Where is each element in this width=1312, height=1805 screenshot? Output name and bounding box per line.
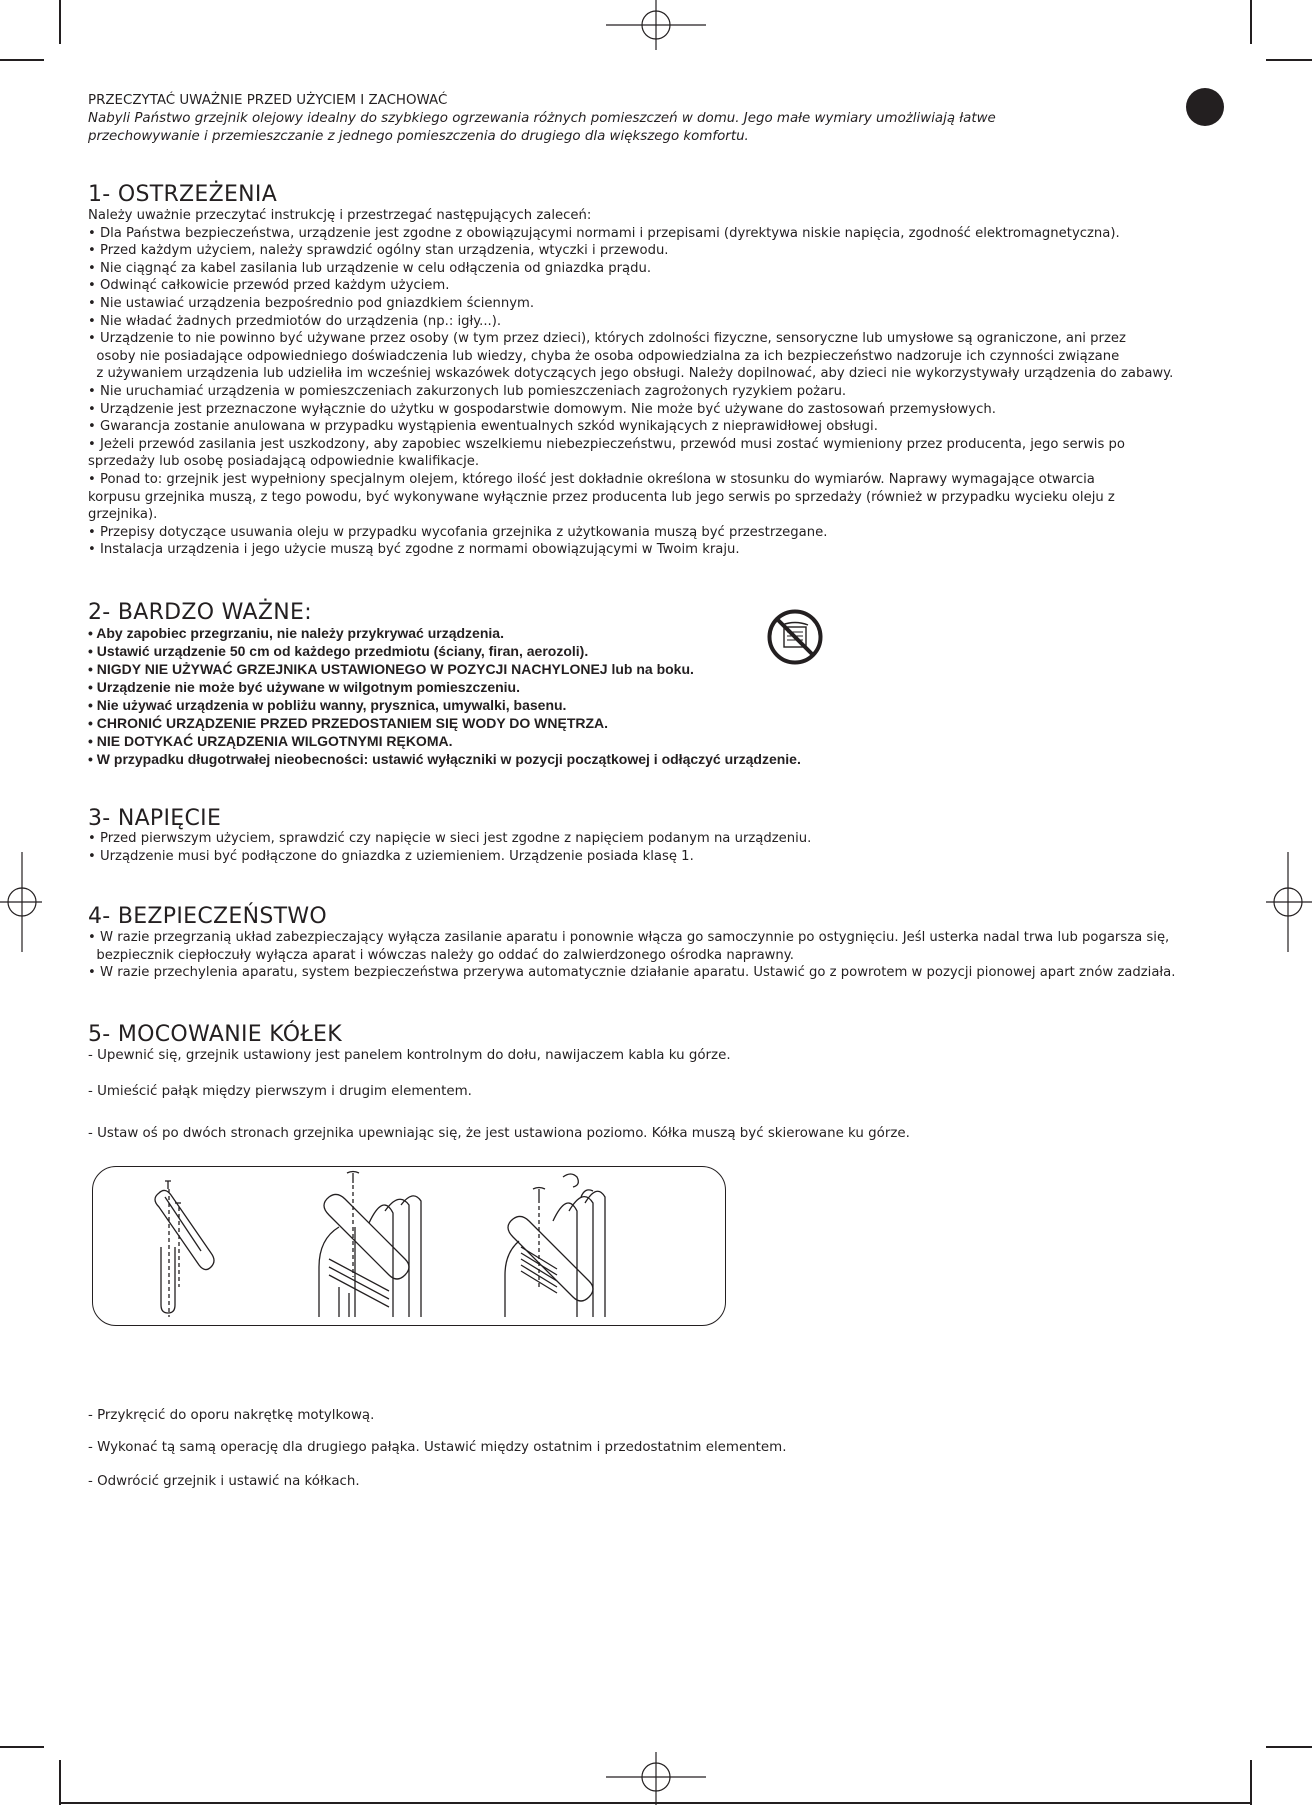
section-title: 2- BARDZO WAŻNE:: [88, 600, 312, 625]
list-item: • Urządzenie musi być podłączone do gniazdka z uziemieniem. Urządzenie posiada klasę 1.: [88, 848, 694, 864]
crop-mark: [0, 1746, 44, 1748]
wheel-assembly-figure: [92, 1166, 726, 1326]
crop-mark: [1266, 59, 1312, 61]
important-list: [88, 624, 801, 768]
list-item: grzejnika).: [88, 507, 158, 523]
voltage-list: [88, 830, 811, 865]
intro-line: przechowywanie i przemieszczanie z jednego pomieszczenia do drugiego dla większego komfortu.: [88, 129, 749, 144]
crop-mark: [59, 1760, 61, 1805]
section-title: 1- OSTRZEŻENIA: [88, 182, 278, 207]
crop-mark: [1250, 0, 1252, 44]
registration-mark-icon: [606, 1752, 706, 1805]
list-item: • Ustawić urządzenie 50 cm od każdego przedmiotu (ściany, firan, aerozoli).: [88, 643, 589, 659]
list-item: • Aby zapobiec przegrzaniu, nie należy przykrywać urządzenia.: [88, 625, 504, 641]
section-title: 5- MOCOWANIE KÓŁEK: [88, 1022, 342, 1047]
list-item: • Nie używać urządzenia w pobliżu wanny, prysznica, umywalki, basenu.: [88, 697, 567, 713]
instruction-step: - Ustaw oś po dwóch stronach grzejnika upewniając się, że jest ustawiona poziomo. Kółka muszą być skierowane ku górze.: [88, 1126, 910, 1141]
list-item: • Przepisy dotyczące usuwania oleju w przypadku wycofania grzejnika z użytkowania muszą być przestrzegane.: [88, 524, 828, 540]
instruction-step: - Upewnić się, grzejnik ustawiony jest panelem kontrolnym do dołu, nawijaczem kabla ku górze.: [88, 1048, 731, 1063]
list-item: • Urządzenie jest przeznaczone wyłącznie do użytku w gospodarstwie domowym. Nie może być używane do zastosowań przemysłowych.: [88, 401, 996, 417]
list-item: • Odwinąć całkowicie przewód przed każdym użyciem.: [88, 278, 450, 294]
warnings-list: [88, 207, 1173, 559]
list-item: sprzedaży lub osobę posiadającą odpowiednie kwalifikacje.: [88, 454, 480, 470]
list-item: korpusu grzejnika muszą, z tego powodu, być wykonywane wyłącznie przez producenta lub jego serwis po sprzedaży (również w przypadku wycieku oleju z: [88, 489, 1115, 505]
list-item: • NIE DOTYKAĆ URZĄDZENIA WILGOTNYMI RĘKOMA.: [88, 733, 453, 749]
instruction-step: - Wykonać tą samą operację dla drugiego pałąka. Ustawić między ostatnim i przedostatnim elementem.: [88, 1440, 787, 1455]
list-item: • NIGDY NIE UŻYWAĆ GRZEJNIKA USTAWIONEGO W POZYCJI NACHYLONEJ lub na boku.: [88, 661, 694, 677]
list-item: • Nie ustawiać urządzenia bezpośrednio pod gniazdkiem ściennym.: [88, 295, 535, 311]
list-item: • Nie ciągnąć za kabel zasilania lub urządzenie w celu odłączenia od gniazdka prądu.: [88, 260, 652, 276]
list-item: z używaniem urządzenia lub udzieliła im wcześniej wskazówek dotyczących jego obsługi. Należy dopilnować, aby dzieci nie wykorzystywały urządzenia do zabawy.: [88, 366, 1174, 382]
safety-list: [88, 929, 1175, 982]
crop-mark: [59, 0, 61, 44]
list-item: • Ponad to: grzejnik jest wypełniony specjalnym olejem, którego ilość jest dokładnie określona w stosunku do wymiarów. Naprawy wymagające otwarcia: [88, 471, 1095, 487]
list-item: • Urządzenie nie może być używane w wilgotnym pomieszczeniu.: [88, 679, 520, 695]
black-dot-icon: [1186, 88, 1224, 126]
list-item: • Dla Państwa bezpieczeństwa, urządzenie jest zgodne z obowiązującymi normami i przepisami (dyrektywa niskie napięcia, zgodność elektromagnetyczna).: [88, 225, 1120, 241]
list-item: • Gwarancja zostanie anulowana w przypadku wystąpienia ewentualnych szkód wynikających z nieprawidłowej obsługi.: [88, 419, 878, 435]
list-item: bezpiecznik ciepłoczuły wyłącza aparat i wówczas należy go oddać do zalwierdzonego ośrodka naprawny.: [88, 947, 794, 963]
section-title: 3- NAPIĘCIE: [88, 806, 222, 831]
list-item: • Przed pierwszym użyciem, sprawdzić czy napięcie w sieci jest zgodne z napięciem podanym na urządzeniu.: [88, 831, 812, 846]
crop-mark: [0, 59, 44, 61]
instruction-step: - Odwrócić grzejnik i ustawić na kółkach.: [88, 1474, 360, 1489]
do-not-cover-icon: [766, 608, 824, 666]
list-item: • Jeżeli przewód zasilania jest uszkodzony, aby zapobiec wszelkiemu niebezpieczeństwu, przewód musi zostać wymieniony przez producenta, jego serwis po: [88, 436, 1125, 452]
instruction-step: - Przykręcić do oporu nakrętkę motylkową.: [88, 1408, 375, 1423]
list-item: osoby nie posiadające odpowiedniego doświadczenia lub wiedzy, chyba że osoba odpowiedzialna za ich bezpieczeństwo nadzoruje ich czynności związane: [88, 348, 1120, 364]
crop-mark: [1266, 1746, 1312, 1748]
list-item: • W przypadku długotrwałej nieobecności: ustawić wyłączniki w pozycji początkowej i odłączyć urządzenie.: [88, 751, 801, 767]
list-item: • Instalacja urządzenia i jego użycie muszą być zgodne z normami obowiązującymi w Twoim kraju.: [88, 542, 740, 558]
registration-mark-icon: [1266, 852, 1312, 952]
list-item: Należy uważnie przeczytać instrukcję i przestrzegać następujących zaleceń:: [88, 208, 592, 223]
intro-heading: PRZECZYTAĆ UWAŻNIE PRZED UŻYCIEM I ZACHOWAĆ: [88, 93, 448, 108]
instruction-step: - Umieścić pałąk między pierwszym i drugim elementem.: [88, 1084, 472, 1099]
crop-mark: [1250, 1760, 1252, 1805]
list-item: • W razie przechylenia aparatu, system bezpieczeństwa przerywa automatycznie działanie aparatu. Ustawić go z powrotem w pozycji pionowej apart znów zadziała.: [88, 965, 1176, 981]
list-item: • Urządzenie to nie powinno być używane przez osoby (w tym przez dzieci), których zdolności fizyczne, sensoryczne lub umysłowe są ograniczone, ani przez: [88, 331, 1126, 347]
intro-line: Nabyli Państwo grzejnik olejowy idealny do szybkiego ogrzewania różnych pomieszczeń w domu. Jego małe wymiary umożliwiają łatwe: [88, 111, 996, 126]
wheel-assembly-drawing: [93, 1167, 725, 1325]
list-item: • Nie uruchamiać urządzenia w pomieszczeniach zakurzonych lub pomieszczeniach zagrożonych ryzykiem pożaru.: [88, 383, 847, 399]
list-item: • Nie władać żadnych przedmiotów do urządzenia (np.: igły...).: [88, 313, 502, 329]
section-title: 4- BEZPIECZEŃSTWO: [88, 904, 328, 929]
registration-mark-icon: [0, 852, 42, 952]
registration-mark-icon: [606, 0, 706, 50]
list-item: • CHRONIĆ URZĄDZENIE PRZED PRZEDOSTANIEM SIĘ WODY DO WNĘTRZA.: [88, 715, 609, 731]
list-item: • W razie przegrzanią układ zabezpieczający wyłącza zasilanie aparatu i ponownie włącza go samoczynnie po ostygnięciu. Jeśl usterka nadal trwa lub pogarsza się,: [88, 930, 1170, 945]
list-item: • Przed każdym użyciem, należy sprawdzić ogólny stan urządzenia, wtyczki i przewodu.: [88, 243, 669, 259]
